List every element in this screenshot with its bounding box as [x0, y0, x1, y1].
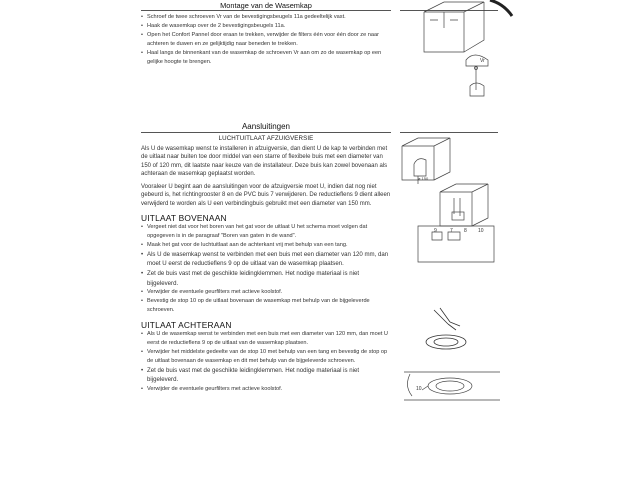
- bullet-item: • Haal langs de binnenkant van de wasemkap de schroeven Vr aan om zo de wasemkap op een gelijke hoogte te brengen.: [141, 49, 391, 67]
- figure-label: Vr: [480, 58, 485, 64]
- bullet-item: • Als U de wasemkap wenst te verbinden met een buis met een diameter van 120 mm, dan moet U eerst de reductieflens 9 op de uitlaat van de wasemkap plaatsen.: [141, 250, 391, 269]
- bullet-item: • Verwijder het middelste gedeelte van de stop 10 met behulp van een tang en bevestig de stop op de uitlaat bovenaan de wasemkap en dit met behulp van de bijgeleverde schroeven.: [141, 348, 391, 366]
- bullet-item: • Maak het gat voor de luchtuitlaat aan de achterkant vrij met behulp van een tang.: [141, 241, 391, 250]
- figure-label: 8: [464, 228, 467, 234]
- heading-uitlaat-bovenaan: UITLAAT BOVENAAN: [141, 213, 227, 224]
- bullet-item: • Bevestig de stop 10 op de uitlaat bovenaan de wasemkap met behulp van de bijgeleverde schroeven.: [141, 297, 391, 315]
- section-title-aansluitingen: Aansluitingen: [241, 122, 291, 131]
- figure-label: 10: [416, 386, 422, 392]
- section-rule: [400, 132, 498, 133]
- top-outlet-bullet-list: [141, 223, 391, 315]
- figure-label: 7: [450, 228, 453, 234]
- bullet-item: • Open het Confort Pannel door eraan te trekken, verwijder de filters één voor één door ze naar achteren te duwen en ze gelijktijdig naar beneden te trekken.: [141, 31, 391, 49]
- section-rule: [141, 132, 391, 133]
- figure-label: ø 150: [418, 176, 429, 181]
- bullet-item: • Zet de buis vast met de geschikte leidingklemmen. Het nodige materiaal is niet bijgeleverd.: [141, 366, 391, 385]
- bullet-item: • Als U de wasemkap wenst te verbinden met een buis met een diameter van 120 mm, dan moet U eerst de reductieflens 9 op de uitlaat van de wasemkap plaatsen.: [141, 330, 391, 348]
- montage-bullet-list: [141, 13, 391, 66]
- figure-label: 9: [434, 228, 437, 234]
- aansluitingen-column: [141, 135, 391, 394]
- section-rule: [141, 10, 391, 11]
- bullet-item: • Verwijder de eventuele geurfilters met actieve koolstof.: [141, 288, 391, 297]
- bullet-item: • Verwijder de eventuele geurfilters met actieve koolstof.: [141, 385, 391, 394]
- outlet-plug-illustration: [402, 360, 502, 406]
- figure-label: 10: [478, 228, 484, 234]
- bullet-item: • Zet de buis vast met de geschikte leidingklemmen. Het nodige materiaal is niet bijgeleverd.: [141, 269, 391, 288]
- bullet-item: • Schroef de twee schroeven Vr van de bevestigingsbeugels 11a gedeeltelijk vast.: [141, 13, 391, 22]
- hood-outlet-illustration: [398, 136, 508, 266]
- back-outlet-bullet-list: [141, 330, 391, 394]
- hood-mounting-illustration: [404, 0, 514, 100]
- heading-uitlaat-achteraan: UITLAAT ACHTERAAN: [141, 319, 232, 330]
- preparation-paragraph: Vooraleer U begint aan de aansluitingen voor de afzuigversie moet U, indien dat nog niet gebeurd is, het richtingrooster 8 en de PVC buis 7 verwijderen. De reductieflens 9 dient alleen verwijderd te worden als U een verbindingbuis gebruikt met een diameter van 150 mm.: [141, 184, 391, 207]
- montage-column: [141, 13, 391, 66]
- bullet-item: • Vergeet niet dat voor het boren van het gat voor de uitlaat U het schema moet volgen dat opgegeven is in de paragraaf "Boren van gaten in de wand".: [141, 223, 391, 241]
- section-title-montage: Montage van de Wasemkap: [220, 1, 312, 10]
- intro-paragraph: Als U de wasemkap wenst te installeren in afzuigversie, dan dient U de kap te verbinden met de uitlaat naar buiten toe door middel van een starre of flexibele buis met een diameter van 150 of 120 mm, dit laatste naar keuze van de installateur. Deze buis kan zowel bovenaan als achteraan de wasemkap geplaatst worden.: [141, 146, 388, 177]
- subtitle-luchtuitlaat: LUCHTUITLAAT AFZUIGVERSIE: [218, 135, 314, 142]
- bullet-item: • Haak de wasemkap over de 2 bevestigingsbeugels 11a.: [141, 22, 391, 31]
- pliers-illustration: [420, 306, 480, 354]
